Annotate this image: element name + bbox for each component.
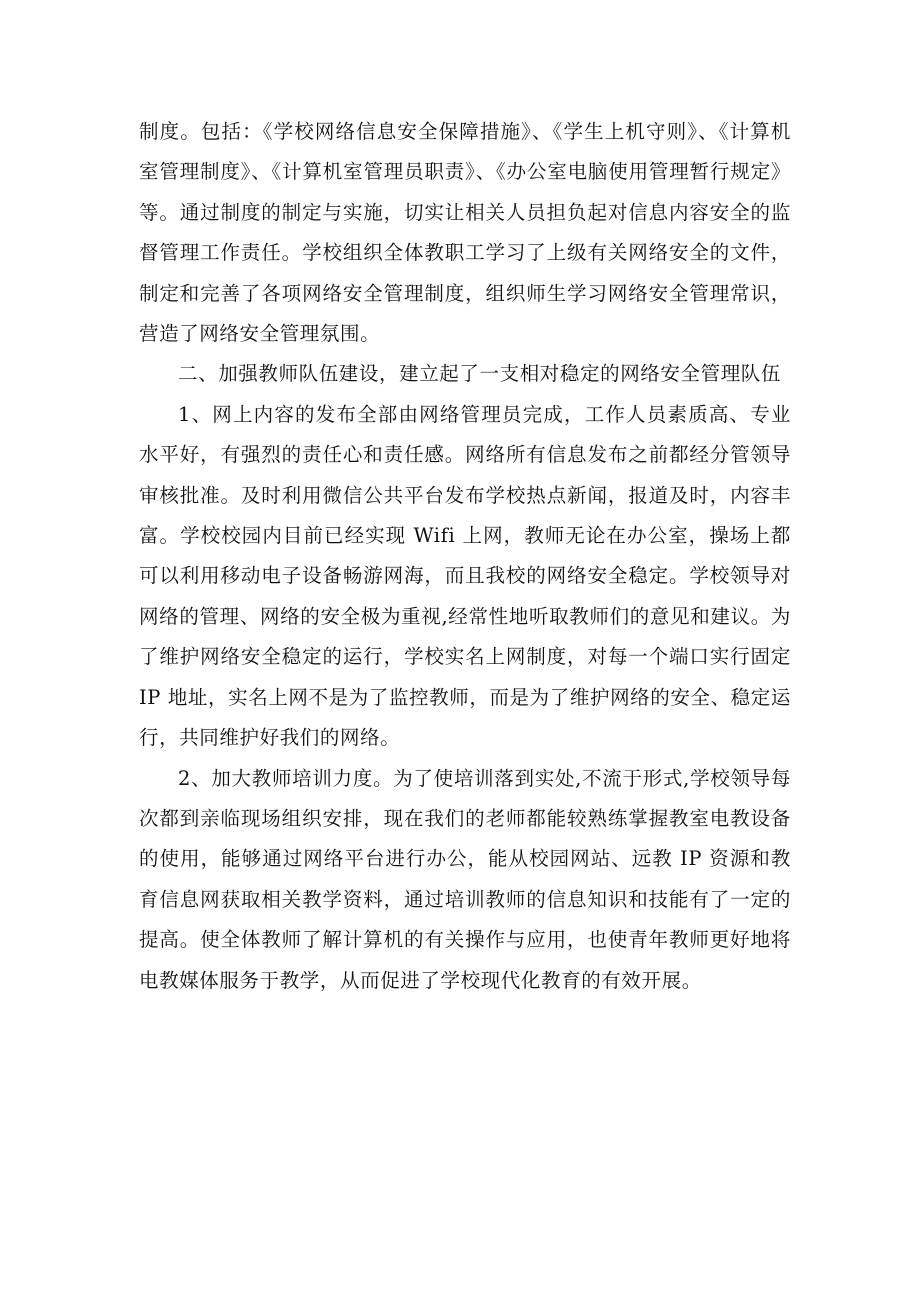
paragraph-teacher-training: 2、加大教师培训力度。为了使培训落到实处,不流于形式,学校领导每次都到亲临现场组织安排，现在我们的老师都能较熟练掌握教室电教设备的使用，能够通过网络平台进行办公，能从校园网站、远教 IP 资源和教育信息网获取相关教学资料，通过培训教师的信息知识和技能有了一定的提高。使全体教师了解计算机的有关操作与应用，也使青年教师更好地将电教媒体服务于教学，从而促进了学校现代化教育的有效开展。 — [139, 766, 791, 992]
section-heading-teacher-team: 二、加强教师队伍建设，建立起了一支相对稳定的网络安全管理队伍 — [178, 362, 782, 386]
paragraph-policies: 制度。包括：《学校网络信息安全保障措施》、《学生上机守则》、《计算机室管理制度》、《计算机室管理员职责》、《办公室电脑使用管理暂行规定》等。通过制度的制定与实施，切实让相关人员担负起对信息内容安全的监督管理工作责任。学校组织全体教职工学习了上级有关网络安全的文件，制定和完善了各项网络安全管理制度，组织师生学习网络安全管理常识，营造了网络安全管理氛围。 — [139, 120, 791, 346]
paragraph-content-publishing: 1、网上内容的发布全部由网络管理员完成，工作人员素质高、专业水平好，有强烈的责任心和责任感。网络所有信息发布之前都经分管领导审核批准。及时利用微信公共平台发布学校热点新闻，报道及时，内容丰富。学校校园内目前已经实现 Wifi 上网，教师无论在办公室，操场上都可以利用移动电子设备畅游网海，而且我校的网络安全稳定。学校领导对网络的管理、网络的安全极为重视,经常性地听取教师们的意见和建议。为了维护网络安全稳定的运行，学校实名上网制度，对每一个端口实行固定 IP 地址，实名上网不是为了监控教师，而是为了维护网络的安全、稳定运行，共同维护好我们的网络。 — [139, 402, 791, 750]
document-body — [139, 112, 791, 1001]
